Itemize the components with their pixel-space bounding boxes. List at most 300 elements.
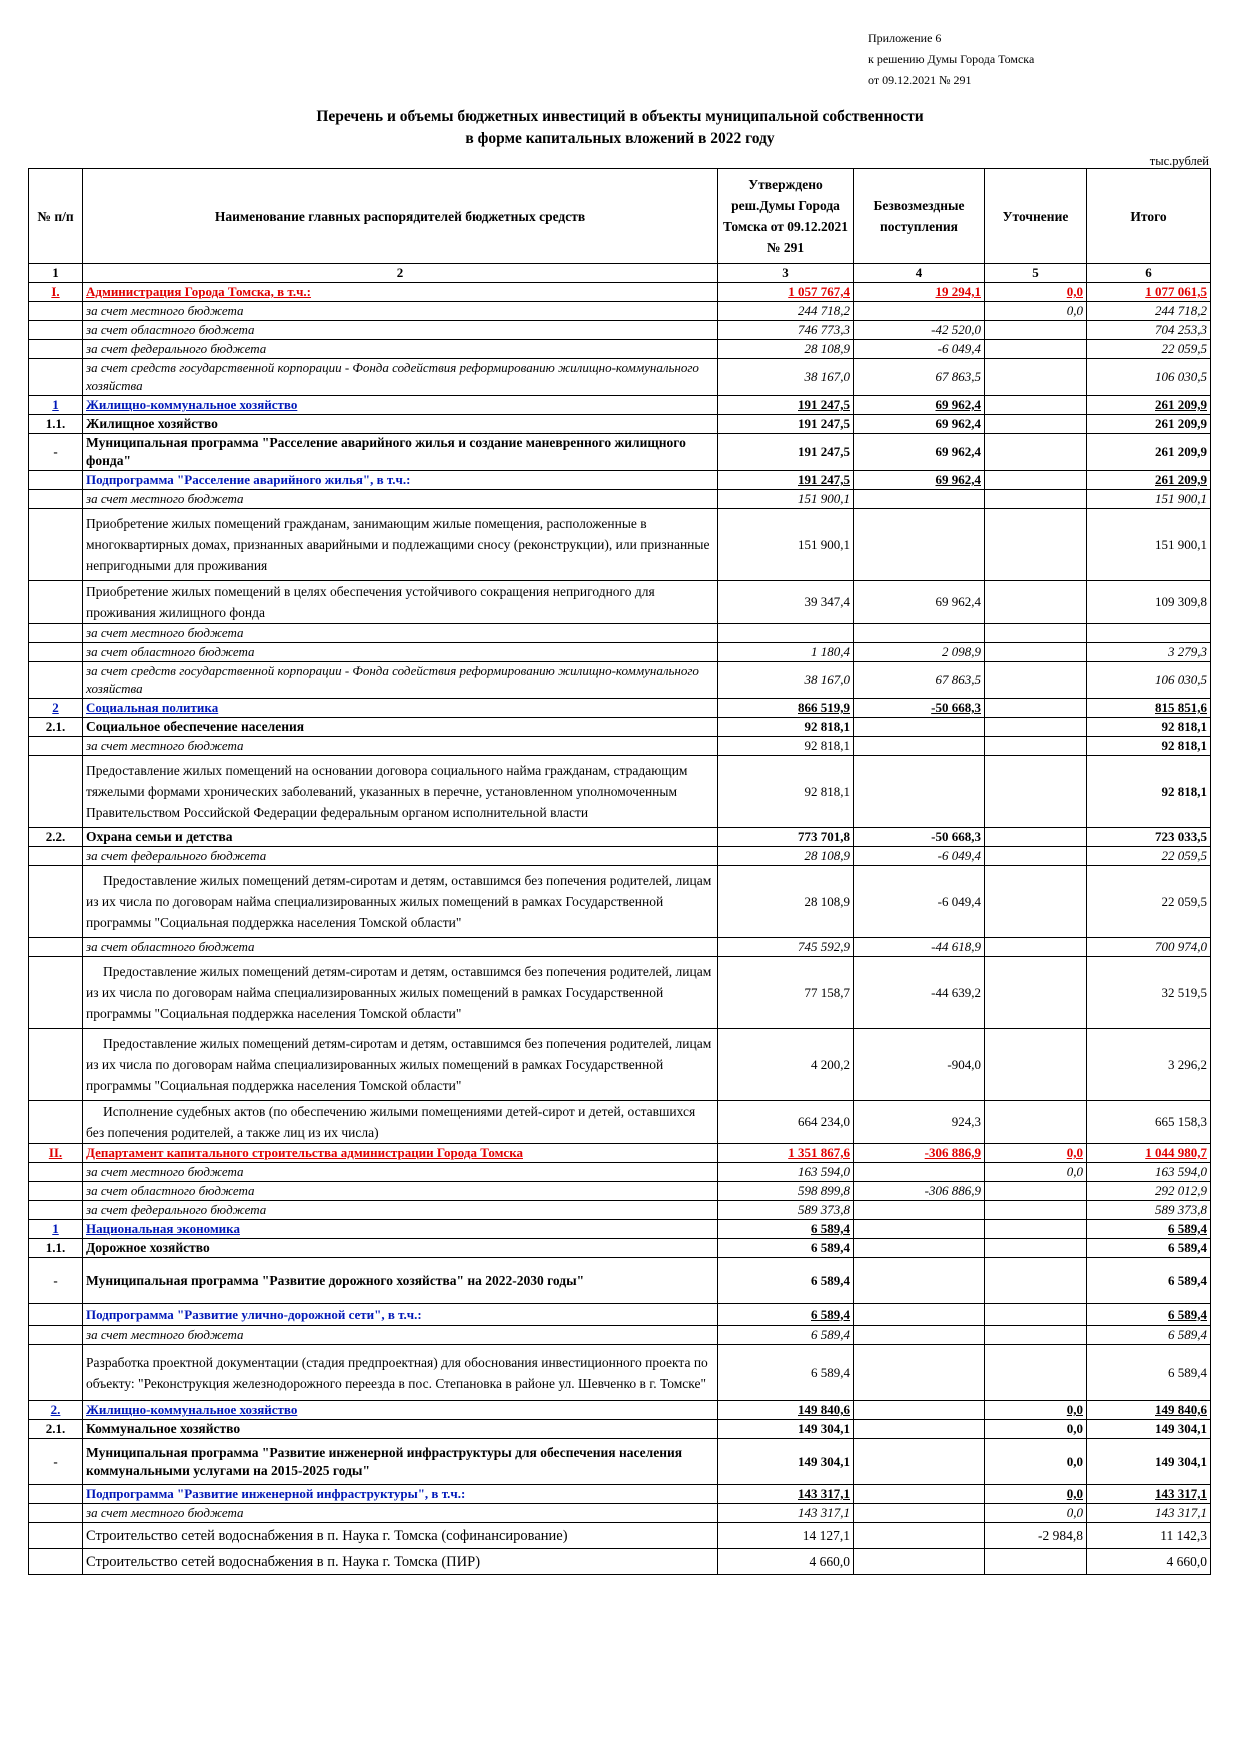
table-row bbox=[29, 847, 1211, 866]
approved-value: 6 589,4 bbox=[718, 1345, 854, 1401]
table-row bbox=[29, 396, 1211, 415]
approved-value: 28 108,9 bbox=[718, 340, 854, 359]
table-row bbox=[29, 718, 1211, 737]
header-row bbox=[29, 169, 1211, 264]
grants-value bbox=[854, 1345, 985, 1401]
clarification-value: 0,0 bbox=[985, 1144, 1087, 1163]
grants-value bbox=[854, 1258, 985, 1304]
row-name: Подпрограмма "Расселение аварийного жилья", в т.ч.: bbox=[83, 471, 718, 490]
approved-value: 6 589,4 bbox=[718, 1326, 854, 1345]
row-number bbox=[29, 471, 83, 490]
grants-value bbox=[854, 1304, 985, 1326]
total-value: 109 309,8 bbox=[1087, 581, 1211, 624]
total-value: 815 851,6 bbox=[1087, 699, 1211, 718]
approved-value: 4 660,0 bbox=[718, 1549, 854, 1575]
grants-value bbox=[854, 1401, 985, 1420]
approved-value: 92 818,1 bbox=[718, 737, 854, 756]
clarification-value bbox=[985, 509, 1087, 581]
total-value: 149 840,6 bbox=[1087, 1401, 1211, 1420]
row-number bbox=[29, 1182, 83, 1201]
grants-value: 2 098,9 bbox=[854, 643, 985, 662]
title-line-1: Перечень и объемы бюджетных инвестиций в объекты муниципальной собственности bbox=[316, 108, 924, 125]
grants-value: -50 668,3 bbox=[854, 699, 985, 718]
approved-value: 149 304,1 bbox=[718, 1439, 854, 1485]
row-number: - bbox=[29, 434, 83, 471]
total-value: 704 253,3 bbox=[1087, 321, 1211, 340]
total-value: 92 818,1 bbox=[1087, 756, 1211, 828]
clarification-value bbox=[985, 643, 1087, 662]
total-value: 6 589,4 bbox=[1087, 1220, 1211, 1239]
grants-value: 69 962,4 bbox=[854, 581, 985, 624]
grants-value bbox=[854, 1504, 985, 1523]
row-number bbox=[29, 1504, 83, 1523]
clarification-value bbox=[985, 1304, 1087, 1326]
row-name: за счет средств государственной корпорации - Фонда содействия реформированию жилищно-коммунального хозяйства bbox=[83, 662, 718, 699]
row-number bbox=[29, 1201, 83, 1220]
clarification-value bbox=[985, 1258, 1087, 1304]
row-number: - bbox=[29, 1439, 83, 1485]
row-number bbox=[29, 662, 83, 699]
row-name: Подпрограмма "Развитие улично-дорожной сети", в т.ч.: bbox=[83, 1304, 718, 1326]
row-name: Коммунальное хозяйство bbox=[83, 1420, 718, 1439]
approved-value: 151 900,1 bbox=[718, 509, 854, 581]
approved-value: 589 373,8 bbox=[718, 1201, 854, 1220]
row-name: Жилищно-коммунальное хозяйство bbox=[83, 1401, 718, 1420]
clarification-value bbox=[985, 1201, 1087, 1220]
grants-value: 19 294,1 bbox=[854, 283, 985, 302]
total-value: 261 209,9 bbox=[1087, 415, 1211, 434]
row-name: Предоставление жилых помещений детям-сиротам и детям, оставшимся без попечения родителей, лицам из их числа по договорам найма специализированных жилых помещений в рамках Государственной программы "Социальная поддержка населения Томской области" bbox=[83, 957, 718, 1029]
col-header-total: Итого bbox=[1087, 169, 1211, 264]
table-row bbox=[29, 434, 1211, 471]
grants-value: -50 668,3 bbox=[854, 828, 985, 847]
column-number-row bbox=[29, 264, 1211, 283]
table-row bbox=[29, 1304, 1211, 1326]
table-row bbox=[29, 471, 1211, 490]
table-body bbox=[29, 283, 1211, 1575]
row-number bbox=[29, 866, 83, 938]
approved-value: 92 818,1 bbox=[718, 756, 854, 828]
total-value: 149 304,1 bbox=[1087, 1420, 1211, 1439]
table-row bbox=[29, 581, 1211, 624]
clarification-value bbox=[985, 321, 1087, 340]
row-name: за счет средств государственной корпорации - Фонда содействия реформированию жилищно-коммунального хозяйства bbox=[83, 359, 718, 396]
clarification-value: 0,0 bbox=[985, 302, 1087, 321]
row-number: 1.1. bbox=[29, 1239, 83, 1258]
approved-value: 92 818,1 bbox=[718, 718, 854, 737]
col-number: 1 bbox=[29, 264, 83, 283]
total-value: 143 317,1 bbox=[1087, 1504, 1211, 1523]
approved-value: 664 234,0 bbox=[718, 1101, 854, 1144]
row-name: Социальная политика bbox=[83, 699, 718, 718]
total-value: 163 594,0 bbox=[1087, 1163, 1211, 1182]
total-value: 1 044 980,7 bbox=[1087, 1144, 1211, 1163]
row-number bbox=[29, 1326, 83, 1345]
table-row bbox=[29, 938, 1211, 957]
grants-value bbox=[854, 1326, 985, 1345]
total-value: 244 718,2 bbox=[1087, 302, 1211, 321]
total-value: 92 818,1 bbox=[1087, 718, 1211, 737]
table-row bbox=[29, 321, 1211, 340]
approved-value: 773 701,8 bbox=[718, 828, 854, 847]
col-header-num: № п/п bbox=[29, 169, 83, 264]
grants-value: 67 863,5 bbox=[854, 359, 985, 396]
row-number bbox=[29, 581, 83, 624]
table-row bbox=[29, 340, 1211, 359]
row-number bbox=[29, 1101, 83, 1144]
row-name: Жилищно-коммунальное хозяйство bbox=[83, 396, 718, 415]
total-value: 106 030,5 bbox=[1087, 359, 1211, 396]
row-name: Предоставление жилых помещений на основании договора социального найма гражданам, страдающим тяжелыми формами хронических заболеваний, указанных в перечне, установленном уполномоченным Правительством Российской Федерации федеральным органом исполнительной власти bbox=[83, 756, 718, 828]
clarification-value bbox=[985, 415, 1087, 434]
row-number: 1 bbox=[29, 396, 83, 415]
row-number: I. bbox=[29, 283, 83, 302]
table-row bbox=[29, 1485, 1211, 1504]
col-number: 2 bbox=[83, 264, 718, 283]
total-value: 149 304,1 bbox=[1087, 1439, 1211, 1485]
total-value: 4 660,0 bbox=[1087, 1549, 1211, 1575]
total-value: 6 589,4 bbox=[1087, 1345, 1211, 1401]
table-row bbox=[29, 1420, 1211, 1439]
approved-value: 6 589,4 bbox=[718, 1304, 854, 1326]
grants-value: -6 049,4 bbox=[854, 340, 985, 359]
clarification-value: 0,0 bbox=[985, 1485, 1087, 1504]
row-number bbox=[29, 1029, 83, 1101]
table-row bbox=[29, 490, 1211, 509]
row-name: Подпрограмма "Развитие инженерной инфраструктуры", в т.ч.: bbox=[83, 1485, 718, 1504]
row-number bbox=[29, 957, 83, 1029]
approved-value: 191 247,5 bbox=[718, 396, 854, 415]
row-name: за счет местного бюджета bbox=[83, 1504, 718, 1523]
approved-value: 6 589,4 bbox=[718, 1239, 854, 1258]
clarification-value bbox=[985, 471, 1087, 490]
table-row bbox=[29, 415, 1211, 434]
row-name: за счет федерального бюджета bbox=[83, 847, 718, 866]
table-row bbox=[29, 737, 1211, 756]
grants-value: -904,0 bbox=[854, 1029, 985, 1101]
row-name: Предоставление жилых помещений детям-сиротам и детям, оставшимся без попечения родителей, лицам из их числа по договорам найма специализированных жилых помещений в рамках Государственной программы "Социальная поддержка населения Томской области" bbox=[83, 1029, 718, 1101]
clarification-value bbox=[985, 847, 1087, 866]
table-row bbox=[29, 866, 1211, 938]
grants-value: -6 049,4 bbox=[854, 866, 985, 938]
clarification-value bbox=[985, 434, 1087, 471]
row-number bbox=[29, 737, 83, 756]
investment-table bbox=[28, 168, 1211, 1575]
clarification-value bbox=[985, 1326, 1087, 1345]
row-number bbox=[29, 1304, 83, 1326]
clarification-value: 0,0 bbox=[985, 283, 1087, 302]
grants-value: 67 863,5 bbox=[854, 662, 985, 699]
row-number: 2.1. bbox=[29, 1420, 83, 1439]
grants-value bbox=[854, 756, 985, 828]
approved-value bbox=[718, 624, 854, 643]
table-row bbox=[29, 1258, 1211, 1304]
grants-value bbox=[854, 302, 985, 321]
approved-value: 149 840,6 bbox=[718, 1401, 854, 1420]
row-number bbox=[29, 1485, 83, 1504]
total-value: 6 589,4 bbox=[1087, 1258, 1211, 1304]
approved-value: 244 718,2 bbox=[718, 302, 854, 321]
total-value: 92 818,1 bbox=[1087, 737, 1211, 756]
grants-value bbox=[854, 1220, 985, 1239]
col-header-name: Наименование главных распорядителей бюджетных средств bbox=[83, 169, 718, 264]
approved-value: 77 158,7 bbox=[718, 957, 854, 1029]
table-row bbox=[29, 1163, 1211, 1182]
approved-value: 143 317,1 bbox=[718, 1485, 854, 1504]
grants-value: -306 886,9 bbox=[854, 1144, 985, 1163]
total-value: 151 900,1 bbox=[1087, 490, 1211, 509]
row-name: за счет местного бюджета bbox=[83, 1326, 718, 1345]
row-name: за счет местного бюджета bbox=[83, 490, 718, 509]
row-name: Жилищное хозяйство bbox=[83, 415, 718, 434]
row-number: 2.1. bbox=[29, 718, 83, 737]
total-value: 22 059,5 bbox=[1087, 847, 1211, 866]
approved-value: 151 900,1 bbox=[718, 490, 854, 509]
approved-value: 28 108,9 bbox=[718, 866, 854, 938]
row-number bbox=[29, 1549, 83, 1575]
clarification-value bbox=[985, 718, 1087, 737]
row-name: Разработка проектной документации (стадия предпроектная) для обоснования инвестиционного проекта по объекту: "Реконструкция железнодорожного переезда в пос. Степановка в районе ул. Шевченко в г. Томске" bbox=[83, 1345, 718, 1401]
approved-value: 1 180,4 bbox=[718, 643, 854, 662]
clarification-value: 0,0 bbox=[985, 1420, 1087, 1439]
row-name: Приобретение жилых помещений в целях обеспечения устойчивого сокращения непригодного для проживания жилищного фонда bbox=[83, 581, 718, 624]
clarification-value bbox=[985, 581, 1087, 624]
clarification-value bbox=[985, 737, 1087, 756]
row-number bbox=[29, 509, 83, 581]
approved-value: 28 108,9 bbox=[718, 847, 854, 866]
row-number: 2. bbox=[29, 1401, 83, 1420]
row-name: за счет областного бюджета bbox=[83, 643, 718, 662]
approved-value: 149 304,1 bbox=[718, 1420, 854, 1439]
clarification-value bbox=[985, 1220, 1087, 1239]
table-row bbox=[29, 643, 1211, 662]
row-number: - bbox=[29, 1258, 83, 1304]
grants-value bbox=[854, 1523, 985, 1549]
row-name: Национальная экономика bbox=[83, 1220, 718, 1239]
row-name: за счет местного бюджета bbox=[83, 624, 718, 643]
clarification-value bbox=[985, 1345, 1087, 1401]
row-name: Муниципальная программа "Развитие дорожного хозяйства" на 2022-2030 годы" bbox=[83, 1258, 718, 1304]
row-name: Департамент капитального строительства администрации Города Томска bbox=[83, 1144, 718, 1163]
grants-value: -44 618,9 bbox=[854, 938, 985, 957]
row-name: за счет местного бюджета bbox=[83, 302, 718, 321]
table-row bbox=[29, 1201, 1211, 1220]
total-value: 589 373,8 bbox=[1087, 1201, 1211, 1220]
row-name: Охрана семьи и детства bbox=[83, 828, 718, 847]
grants-value bbox=[854, 1201, 985, 1220]
clarification-value bbox=[985, 1239, 1087, 1258]
approved-value: 6 589,4 bbox=[718, 1220, 854, 1239]
total-value: 6 589,4 bbox=[1087, 1239, 1211, 1258]
table-row bbox=[29, 359, 1211, 396]
clarification-value bbox=[985, 1182, 1087, 1201]
clarification-value: 0,0 bbox=[985, 1439, 1087, 1485]
table-row bbox=[29, 699, 1211, 718]
row-number bbox=[29, 490, 83, 509]
table-row bbox=[29, 1144, 1211, 1163]
total-value bbox=[1087, 624, 1211, 643]
row-name: за счет местного бюджета bbox=[83, 737, 718, 756]
col-number: 6 bbox=[1087, 264, 1211, 283]
total-value: 665 158,3 bbox=[1087, 1101, 1211, 1144]
row-number bbox=[29, 321, 83, 340]
row-name: Муниципальная программа "Расселение аварийного жилья и создание маневренного жилищного фонда" bbox=[83, 434, 718, 471]
row-name: за счет областного бюджета bbox=[83, 938, 718, 957]
approved-value: 191 247,5 bbox=[718, 434, 854, 471]
clarification-value bbox=[985, 396, 1087, 415]
grants-value: 69 962,4 bbox=[854, 471, 985, 490]
grants-value bbox=[854, 737, 985, 756]
table-row bbox=[29, 1239, 1211, 1258]
approved-value: 38 167,0 bbox=[718, 359, 854, 396]
clarification-value bbox=[985, 624, 1087, 643]
total-value: 143 317,1 bbox=[1087, 1485, 1211, 1504]
approved-value: 191 247,5 bbox=[718, 415, 854, 434]
clarification-value bbox=[985, 490, 1087, 509]
total-value: 261 209,9 bbox=[1087, 396, 1211, 415]
clarification-value bbox=[985, 1029, 1087, 1101]
grants-value bbox=[854, 509, 985, 581]
total-value: 151 900,1 bbox=[1087, 509, 1211, 581]
row-number bbox=[29, 847, 83, 866]
row-number bbox=[29, 624, 83, 643]
clarification-value bbox=[985, 340, 1087, 359]
row-number: II. bbox=[29, 1144, 83, 1163]
row-name: Администрация Города Томска, в т.ч.: bbox=[83, 283, 718, 302]
col-number: 3 bbox=[718, 264, 854, 283]
row-name: Социальное обеспечение населения bbox=[83, 718, 718, 737]
table-row bbox=[29, 624, 1211, 643]
row-name: Исполнение судебных актов (по обеспечению жилыми помещениями детей-сирот и детей, оставшихся без попечения родителей, а также лиц из их числа) bbox=[83, 1101, 718, 1144]
total-value: 11 142,3 bbox=[1087, 1523, 1211, 1549]
approved-value: 38 167,0 bbox=[718, 662, 854, 699]
table-row bbox=[29, 1439, 1211, 1485]
row-name: Приобретение жилых помещений гражданам, занимающим жилые помещения, расположенные в многоквартирных домах, признанных аварийными и подлежащими сносу (реконструкции), или признанные непригодными для проживания bbox=[83, 509, 718, 581]
grants-value bbox=[854, 1420, 985, 1439]
col-number: 4 bbox=[854, 264, 985, 283]
row-number bbox=[29, 340, 83, 359]
clarification-value bbox=[985, 699, 1087, 718]
clarification-value bbox=[985, 756, 1087, 828]
table-row bbox=[29, 828, 1211, 847]
document-title bbox=[0, 106, 1240, 150]
table-row bbox=[29, 1101, 1211, 1144]
grants-value: -42 520,0 bbox=[854, 321, 985, 340]
total-value: 22 059,5 bbox=[1087, 340, 1211, 359]
row-name: Строительство сетей водоснабжения в п. Наука г. Томска (ПИР) bbox=[83, 1549, 718, 1575]
approved-value: 598 899,8 bbox=[718, 1182, 854, 1201]
total-value: 700 974,0 bbox=[1087, 938, 1211, 957]
approved-value: 866 519,9 bbox=[718, 699, 854, 718]
approved-value: 191 247,5 bbox=[718, 471, 854, 490]
table-row bbox=[29, 1504, 1211, 1523]
clarification-value bbox=[985, 662, 1087, 699]
total-value: 6 589,4 bbox=[1087, 1326, 1211, 1345]
grants-value bbox=[854, 718, 985, 737]
table-row bbox=[29, 1345, 1211, 1401]
total-value: 6 589,4 bbox=[1087, 1304, 1211, 1326]
grants-value: -306 886,9 bbox=[854, 1182, 985, 1201]
clarification-value bbox=[985, 938, 1087, 957]
clarification-value bbox=[985, 1101, 1087, 1144]
table-row bbox=[29, 756, 1211, 828]
clarification-value bbox=[985, 1549, 1087, 1575]
approved-value: 1 351 867,6 bbox=[718, 1144, 854, 1163]
grants-value: 69 962,4 bbox=[854, 434, 985, 471]
approved-value: 14 127,1 bbox=[718, 1523, 854, 1549]
grants-value bbox=[854, 1485, 985, 1504]
row-number bbox=[29, 1345, 83, 1401]
col-number: 5 bbox=[985, 264, 1087, 283]
row-name: Дорожное хозяйство bbox=[83, 1239, 718, 1258]
grants-value: 69 962,4 bbox=[854, 396, 985, 415]
row-name: Строительство сетей водоснабжения в п. Наука г. Томска (софинансирование) bbox=[83, 1523, 718, 1549]
appendix-line-1: Приложение 6 bbox=[868, 31, 942, 45]
total-value: 106 030,5 bbox=[1087, 662, 1211, 699]
total-value: 261 209,9 bbox=[1087, 471, 1211, 490]
row-number bbox=[29, 938, 83, 957]
total-value: 22 059,5 bbox=[1087, 866, 1211, 938]
appendix-line-2: к решению Думы Города Томска bbox=[868, 52, 1035, 66]
units-label: тыс.рублей bbox=[1149, 154, 1209, 168]
total-value: 1 077 061,5 bbox=[1087, 283, 1211, 302]
row-number bbox=[29, 643, 83, 662]
row-number bbox=[29, 1163, 83, 1182]
approved-value: 163 594,0 bbox=[718, 1163, 854, 1182]
row-name: Предоставление жилых помещений детям-сиротам и детям, оставшимся без попечения родителей, лицам из их числа по договорам найма специализированных жилых помещений в рамках Государственной программы "Социальная поддержка населения Томской области" bbox=[83, 866, 718, 938]
total-value: 292 012,9 bbox=[1087, 1182, 1211, 1201]
approved-value: 39 347,4 bbox=[718, 581, 854, 624]
row-name: за счет областного бюджета bbox=[83, 1182, 718, 1201]
approved-value: 6 589,4 bbox=[718, 1258, 854, 1304]
col-header-clarification: Уточнение bbox=[985, 169, 1087, 264]
total-value: 32 519,5 bbox=[1087, 957, 1211, 1029]
row-name: за счет федерального бюджета bbox=[83, 1201, 718, 1220]
grants-value bbox=[854, 1439, 985, 1485]
row-number bbox=[29, 359, 83, 396]
table-row bbox=[29, 302, 1211, 321]
grants-value bbox=[854, 624, 985, 643]
clarification-value bbox=[985, 828, 1087, 847]
row-name: Муниципальная программа "Развитие инженерной инфраструктуры для обеспечения населения коммунальными услугами на 2015-2025 годы" bbox=[83, 1439, 718, 1485]
grants-value: -6 049,4 bbox=[854, 847, 985, 866]
row-number: 1 bbox=[29, 1220, 83, 1239]
col-header-approved: Утверждено реш.Думы Города Томска от 09.12.2021 № 291 bbox=[718, 169, 854, 264]
grants-value: 69 962,4 bbox=[854, 415, 985, 434]
row-number bbox=[29, 1523, 83, 1549]
clarification-value: 0,0 bbox=[985, 1401, 1087, 1420]
grants-value: 924,3 bbox=[854, 1101, 985, 1144]
grants-value bbox=[854, 490, 985, 509]
appendix-line-3: от 09.12.2021 № 291 bbox=[868, 73, 972, 87]
table-row bbox=[29, 1523, 1211, 1549]
table-row bbox=[29, 957, 1211, 1029]
clarification-value bbox=[985, 957, 1087, 1029]
table-row bbox=[29, 1182, 1211, 1201]
clarification-value bbox=[985, 359, 1087, 396]
appendix-note bbox=[868, 28, 1034, 91]
approved-value: 745 592,9 bbox=[718, 938, 854, 957]
table-row bbox=[29, 509, 1211, 581]
table-row bbox=[29, 1029, 1211, 1101]
approved-value: 143 317,1 bbox=[718, 1504, 854, 1523]
row-number bbox=[29, 756, 83, 828]
table-row bbox=[29, 662, 1211, 699]
row-name: за счет федерального бюджета bbox=[83, 340, 718, 359]
col-header-grants: Безвозмездные поступления bbox=[854, 169, 985, 264]
total-value: 3 296,2 bbox=[1087, 1029, 1211, 1101]
row-number: 2.2. bbox=[29, 828, 83, 847]
